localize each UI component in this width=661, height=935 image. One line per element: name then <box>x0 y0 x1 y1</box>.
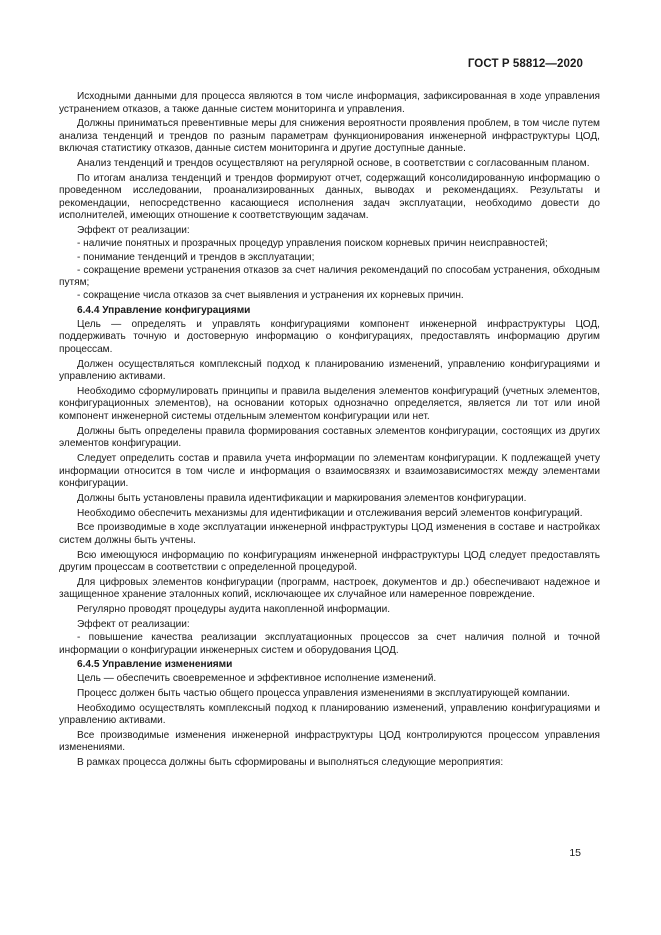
paragraph: Анализ тенденций и трендов осуществляют на регулярной основе, в соответствии с согласованным планом. <box>77 158 590 170</box>
paragraph: Процесс должен быть частью общего процесса управления изменениями в эксплуатирующей компании. <box>77 687 570 699</box>
list-item: - понимание тенденций и трендов в эксплуатации; <box>77 251 315 263</box>
paragraph: Исходными данными для процесса являются в том числе информация, зафиксированная в ходе управления устранением отказов, а также данные систем мониторинга и управления. <box>59 91 600 115</box>
paragraph: Все производимые изменения инженерной инфраструктуры ЦОД контролируются процессом управления изменениями. <box>59 729 600 754</box>
list-item: - повышение качества реализации эксплуатационных процессов за счет наличия полной и точной информации о конфигурации инженерных систем и оборудования ЦОД. <box>59 632 600 656</box>
paragraph: Все производимые в ходе эксплуатации инженерной инфраструктуры ЦОД изменения в составе и настройках систем должны быть учтены. <box>59 522 600 546</box>
document-code: ГОСТ Р 58812—2020 <box>467 58 583 70</box>
paragraph: Цель — определять и управлять конфигурациями компонент инженерной инфраструктуры ЦОД, поддерживать точную и достоверную информацию о конфигурациях, предоставлять информацию другим процессам. <box>59 318 600 355</box>
paragraph: Для цифровых элементов конфигурации (программ, настроек, документов и др.) обеспечивают надежное и защищенное хранение эталонных копий, исключающее их случайное или намеренное повреждение. <box>59 576 600 601</box>
paragraph: Необходимо обеспечить механизмы для идентификации и отслеживания версий элементов конфигураций. <box>77 507 583 519</box>
paragraph: В рамках процесса должны быть сформированы и выполняться следующие мероприятия: <box>77 757 504 769</box>
list-item: - сокращение числа отказов за счет выявления и устранения их корневых причин. <box>77 290 464 302</box>
page-body <box>59 91 600 772</box>
paragraph: Должен осуществляться комплексный подход к планированию изменений, управлению конфигурациями и управлению активами. <box>59 358 600 383</box>
list-item: - сокращение времени устранения отказов за счет наличия рекомендаций по способам устранения, обходным путям; <box>59 264 600 289</box>
paragraph: Регулярно проводят процедуры аудита накопленной информации. <box>77 604 391 616</box>
section-heading-6-4-5: 6.4.5 Управление изменениями <box>77 659 233 671</box>
paragraph: Следует определить состав и правила учета информации по элементам конфигурации. К подлежащей учету информации относится в том числе и информация о взаимосвязях и взаимозависимостях между элементами конфигурации. <box>59 453 600 490</box>
paragraph: Эффект от реализации: <box>77 618 190 630</box>
paragraph: Необходимо сформулировать принципы и правила выделения элементов конфигураций (учетных элементов, конфигурационных элементов), на основании которых однозначно определяется, является ли тот или иной компонент инженерной системы отдельным элементом конфигурации или нет. <box>59 385 600 422</box>
paragraph: Эффект от реализации: <box>77 225 190 237</box>
paragraph: Должны быть установлены правила идентификации и маркирования элементов конфигурации. <box>77 492 527 504</box>
paragraph: Всю имеющуюся информацию по конфигурациям инженерной инфраструктуры ЦОД следует предоставлять другим процессам в соответствии с определенной процедурой. <box>59 549 600 574</box>
section-heading-6-4-4: 6.4.4 Управление конфигурациями <box>77 305 251 317</box>
paragraph: Должны быть определены правила формирования составных элементов конфигурации, состоящих из других элементов конфигурации. <box>59 425 600 450</box>
paragraph: Необходимо осуществлять комплексный подход к планированию изменений, управлению конфигурациями и управлению активами. <box>59 702 600 727</box>
paragraph: Цель — обеспечить своевременное и эффективное исполнение изменений. <box>77 673 437 685</box>
paragraph: Должны приниматься превентивные меры для снижения вероятности проявления проблем, в том числе путем анализа тенденций и трендов по разным параметрам функционирования инженерной инфраструктуры ЦОД, включая статистику отказов, данные систем мониторинга и другие доступные данные. <box>59 118 600 155</box>
paragraph: По итогам анализа тенденций и трендов формируют отчет, содержащий консолидированную информацию о проведенном исследовании, проанализированных данных, выводах и рекомендациях. Результаты и рекомендации, непосредственно касающиеся исполнения задач эксплуатации, необходимо довести до исполнителей, имеющих отношение к соответствующим задачам. <box>59 172 600 222</box>
list-item: - наличие понятных и прозрачных процедур управления поиском корневых причин неисправностей; <box>77 238 548 250</box>
page-number: 15 <box>569 847 581 859</box>
